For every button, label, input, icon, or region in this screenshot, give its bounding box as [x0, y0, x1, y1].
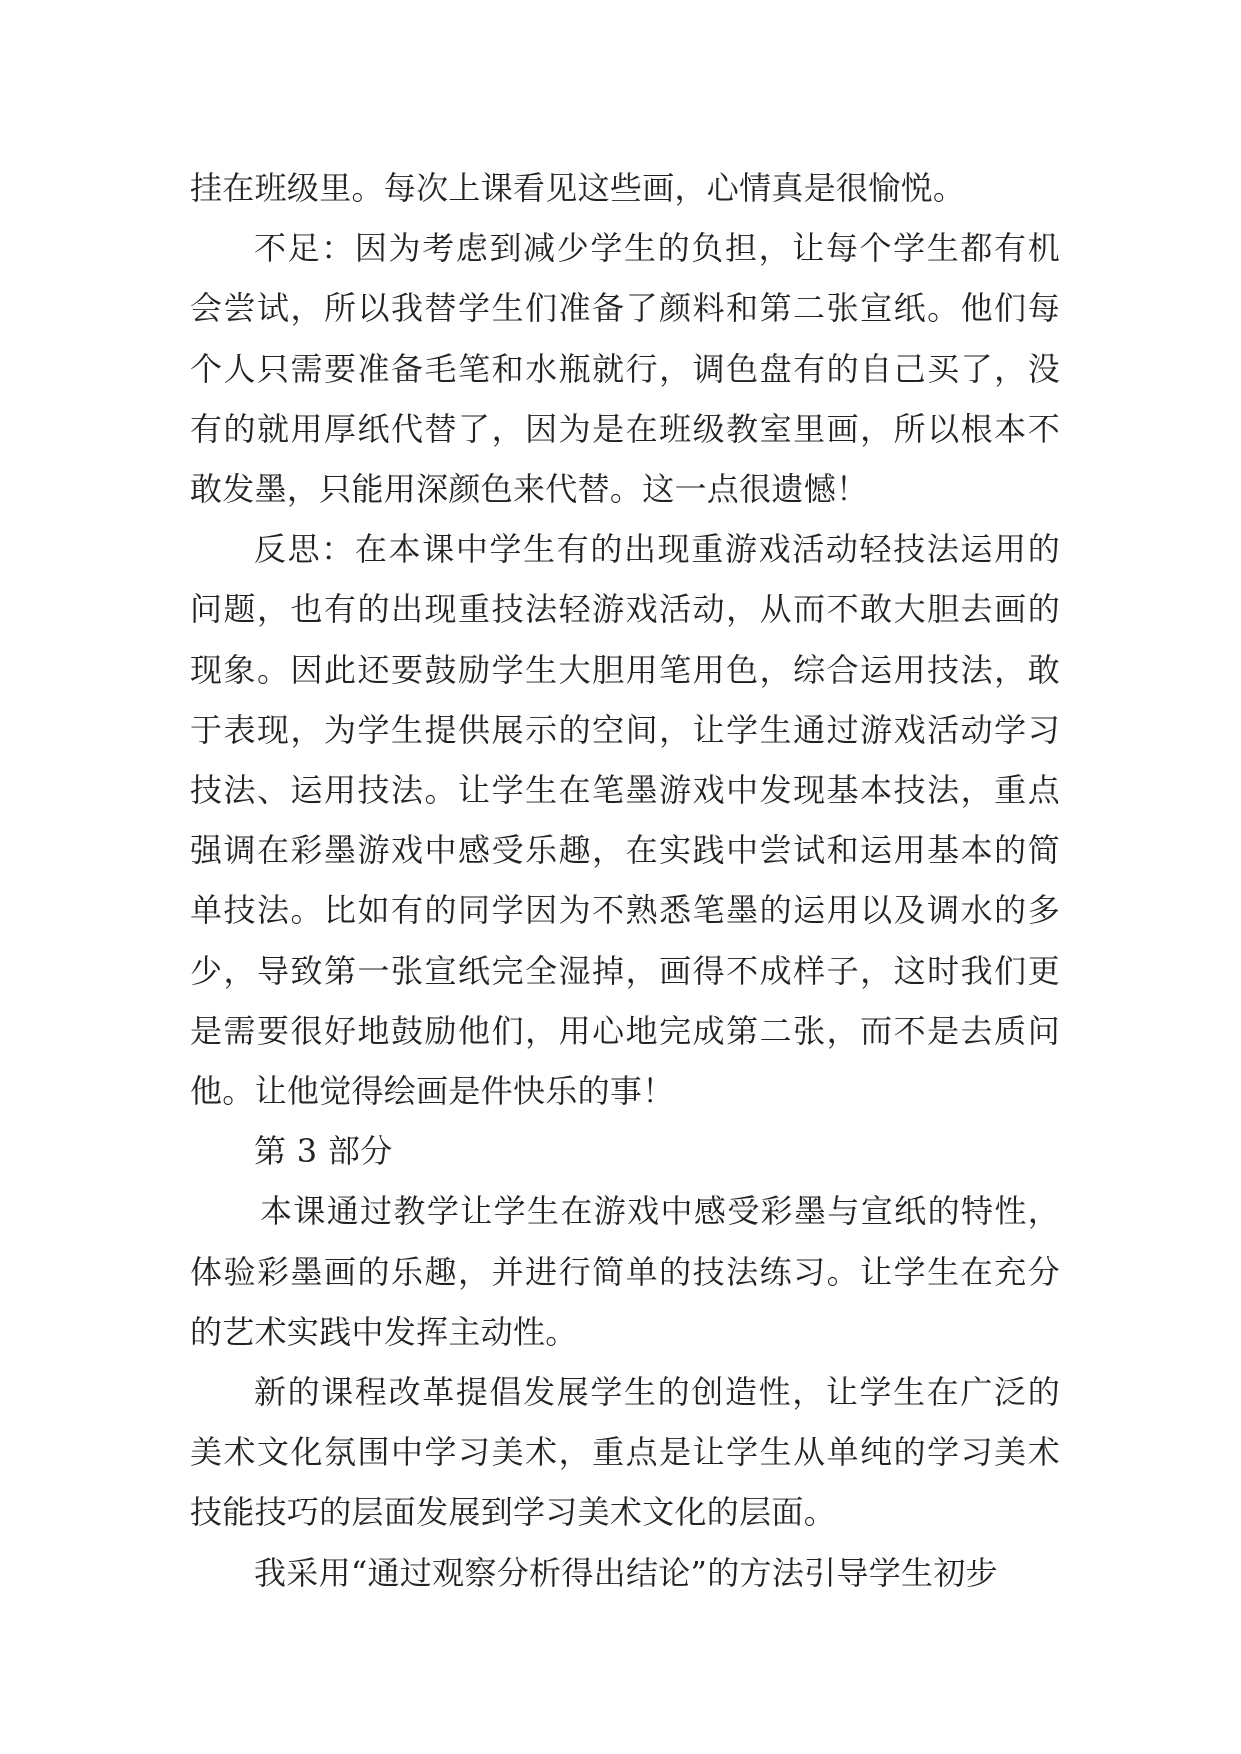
paragraph-continuation: 挂在班级里。每次上课看见这些画，心情真是很愉悦。	[190, 169, 966, 207]
document-body	[190, 158, 1060, 1603]
section-heading: 第 3 部分	[254, 1132, 393, 1171]
paragraph-lesson-summary: 本课通过教学让学生在游戏中感受彩墨与宣纸的特性，体验彩墨画的乐趣，并进行简单的技法练习。让学生在充分的艺术实践中发挥主动性。	[190, 1192, 1060, 1351]
paragraph-curriculum-reform: 新的课程改革提倡发展学生的创造性，让学生在广泛的美术文化氛围中学习美术，重点是让学生从单纯的学习美术技能技巧的层面发展到学习美术文化的层面。	[190, 1373, 1060, 1532]
paragraph-method: 我采用“通过观察分析得出结论”的方法引导学生初步	[254, 1553, 998, 1592]
paragraph-reflection: 反思：在本课中学生有的出现重游戏活动轻技法运用的问题，也有的出现重技法轻游戏活动，从而不敢大胆去画的现象。因此还要鼓励学生大胆用笔用色，综合运用技法，敢于表现，为学生提供展示的空间，让学生通过游戏活动学习技法、运用技法。让学生在笔墨游戏中发现基本技法，重点强调在彩墨游戏中感受乐趣，在实践中尝试和运用基本的简单技法。比如有的同学因为不熟悉笔墨的运用以及调水的多少，导致第一张宣纸完全湿掉，画得不成样子，这时我们更是需要很好地鼓励他们，用心地完成第二张，而不是去质问他。让他觉得绘画是件快乐的事！	[190, 530, 1060, 1111]
paragraph-shortcomings: 不足：因为考虑到减少学生的负担，让每个学生都有机会尝试，所以我替学生们准备了颜料和第二张宣纸。他们每个人只需要准备毛笔和水瓶就行，调色盘有的自己买了，没有的就用厚纸代替了，因为是在班级教室里画，所以根本不敢发墨，只能用深颜色来代替。这一点很遗憾！	[190, 229, 1060, 509]
